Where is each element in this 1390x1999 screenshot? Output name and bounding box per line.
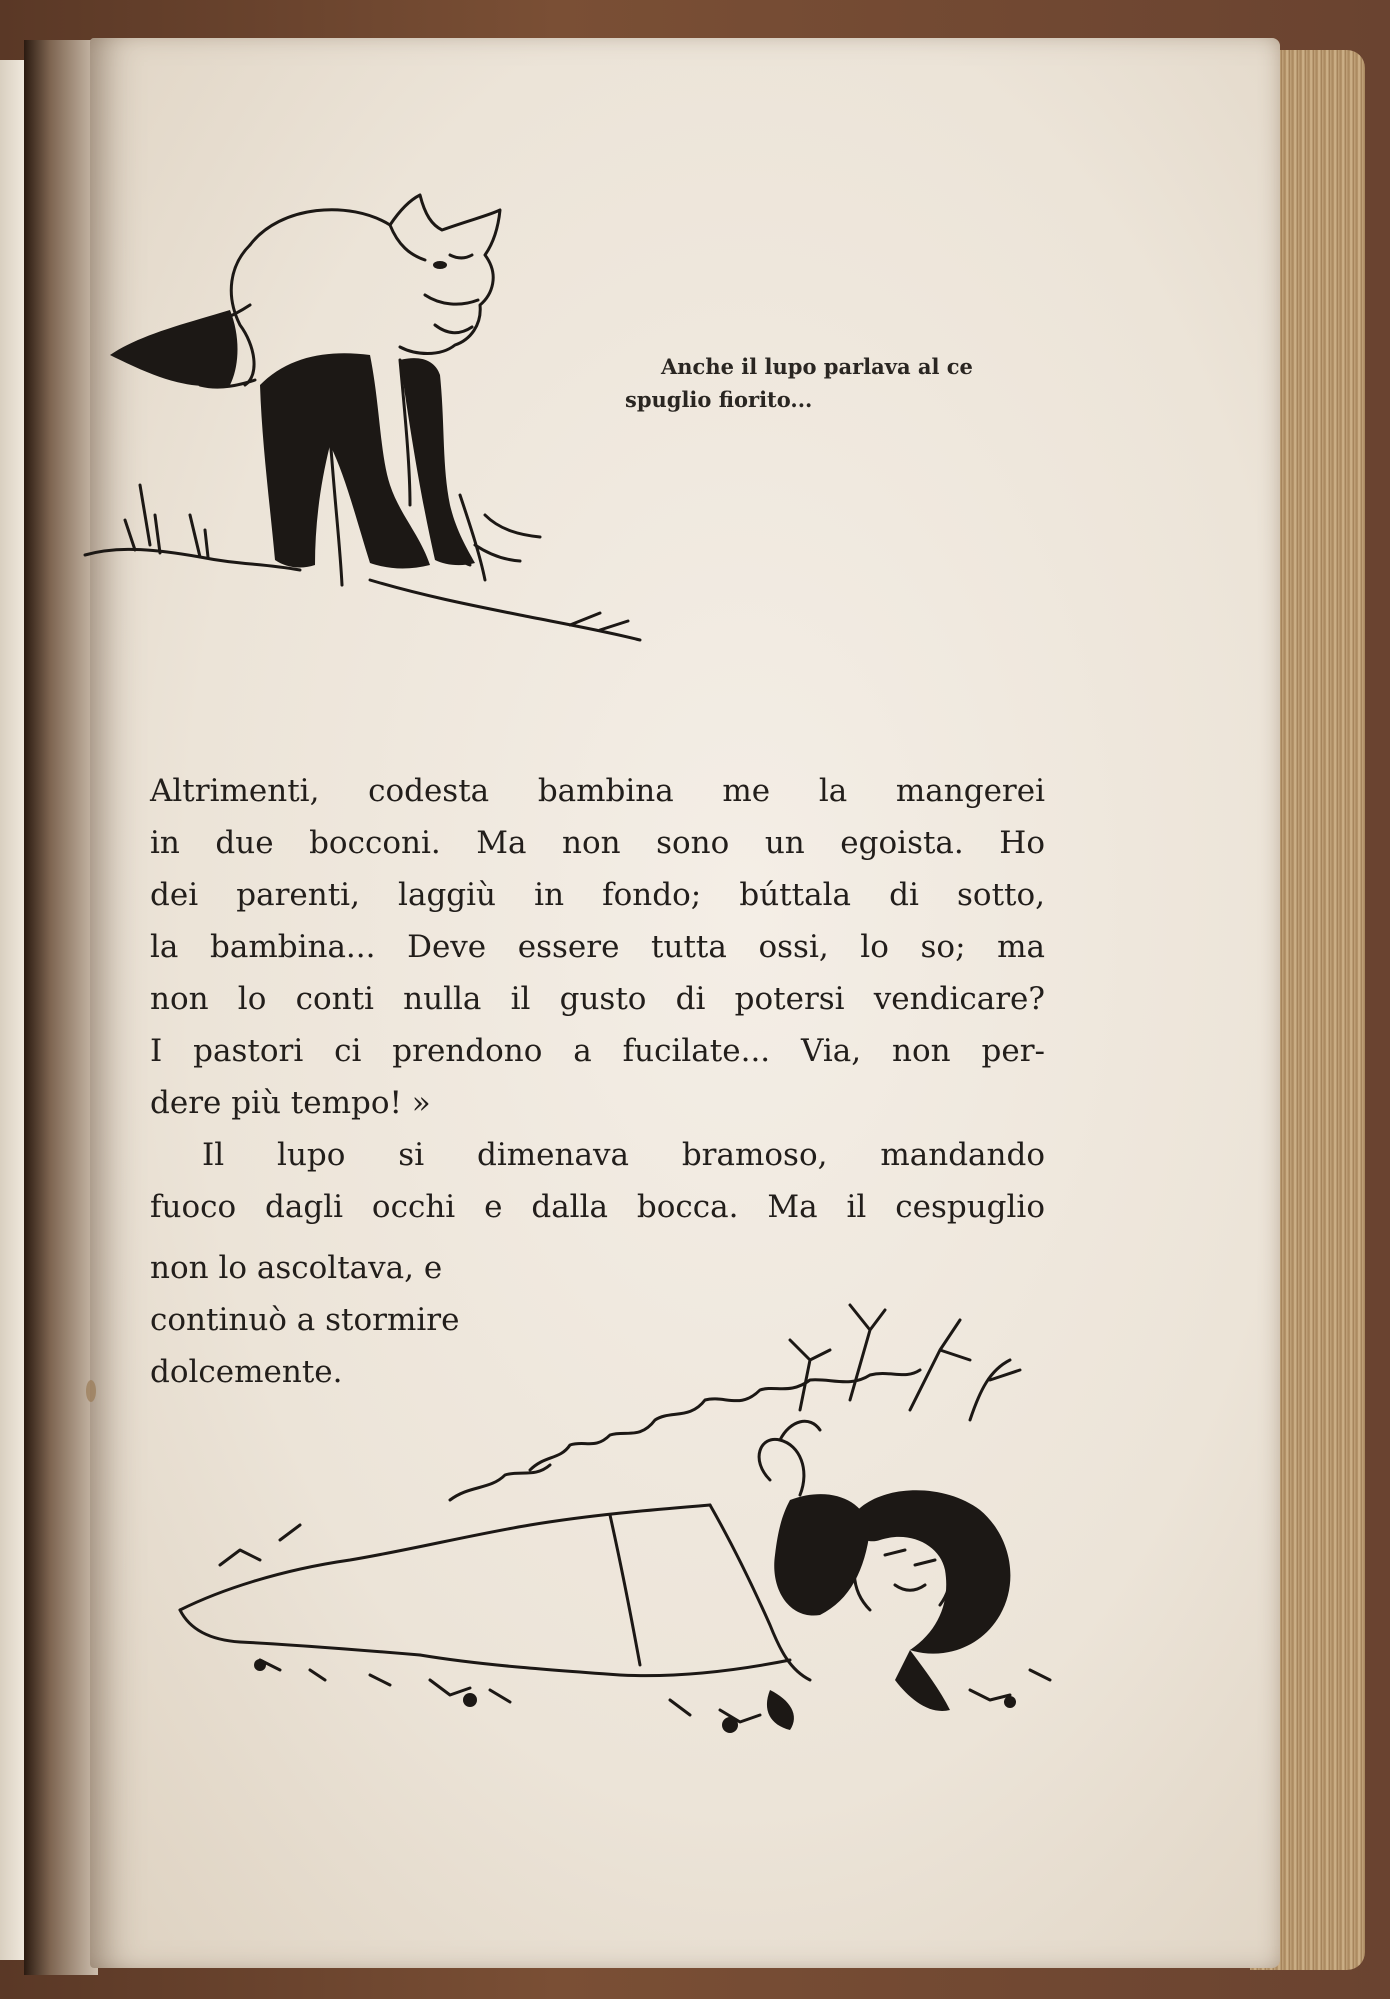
caption-line: Anche il lupo parlava al ce xyxy=(661,354,973,379)
text-line: dei parenti, laggiù in fondo; búttala di sotto, xyxy=(150,877,1045,913)
text-line: non lo conti nulla il gusto di potersi vendicare? xyxy=(150,981,1045,1017)
body-text xyxy=(150,765,1045,1233)
text-line: in due bocconi. Ma non sono un egoista. Ho xyxy=(150,825,1045,861)
wolf-illustration xyxy=(80,185,720,745)
previous-page-edge xyxy=(0,60,26,1960)
text-line: non lo ascoltava, e xyxy=(150,1250,443,1286)
text-line: la bambina... Deve essere tutta ossi, lo so; ma xyxy=(150,929,1045,965)
text-line: Il lupo si dimenava bramoso, mandando xyxy=(202,1137,1045,1173)
sleeping-girl-illustration xyxy=(150,1270,1120,1790)
text-line: fuoco dagli occhi e dalla bocca. Ma il cespuglio xyxy=(150,1189,1045,1225)
caption-line: spuglio fiorito... xyxy=(625,387,813,412)
illustration-caption xyxy=(625,350,1045,416)
text-line: dolcemente. xyxy=(150,1354,343,1390)
page-stain xyxy=(86,1380,96,1402)
text-line: dere più tempo! » xyxy=(150,1085,431,1121)
text-line: I pastori ci prendono a fucilate... Via, non per- xyxy=(150,1033,1045,1069)
text-line: Altrimenti, codesta bambina me la mangerei xyxy=(150,773,1045,809)
text-line: continuò a stormire xyxy=(150,1302,460,1338)
